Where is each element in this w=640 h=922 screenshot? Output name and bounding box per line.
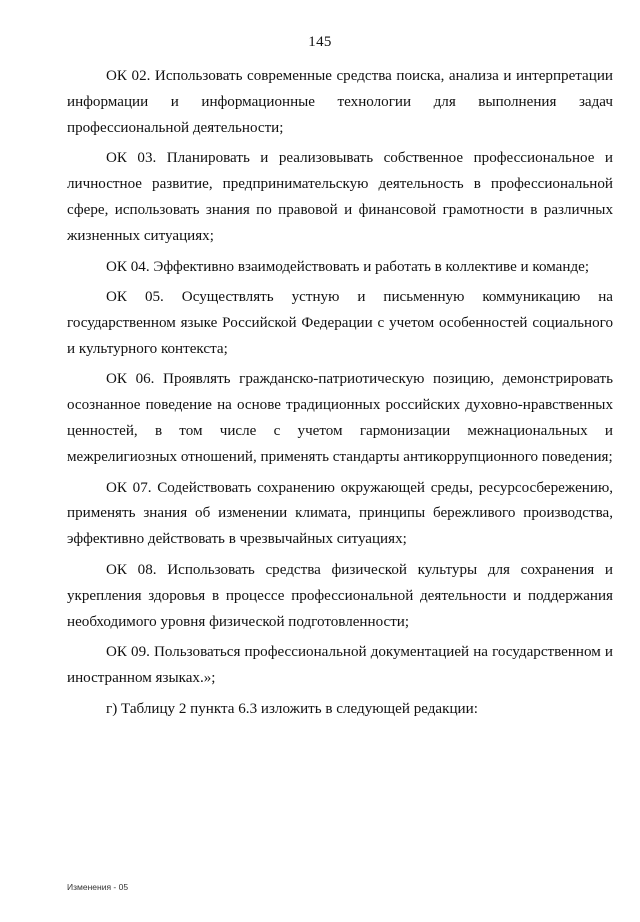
page-number: 145 [308,34,332,50]
paragraph-ok-07: ОК 07. Содействовать сохранению окружающей среды, ресурсосбережению, применять знания об изменении климата, принципы бережливого производства, эффективно действовать в чрезвычайных ситуациях; [67,479,613,548]
paragraph-ok-06: ОК 06. Проявлять гражданско-патриотическую позицию, демонстрировать осознанное поведение на основе традиционных российских духовно-нравственных ценностей, в том числе с учетом гармонизации межнациональных и межрелигиозных отношений, применять стандарты антикоррупционного поведения; [67,371,613,466]
paragraph-ok-09: ОК 09. Пользоваться профессиональной документацией на государственном и иностранном языках.»; [67,644,613,687]
paragraph-ok-05: ОК 05. Осуществлять устную и письменную коммуникацию на государственном языке Российской Федерации с учетом особенностей социального и культурного контекста; [67,289,613,357]
paragraph-table-instruction: г) Таблицу 2 пункта 6.3 изложить в следующей редакции: [106,700,478,717]
document-body [67,64,613,727]
paragraph-ok-02: ОК 02. Использовать современные средства поиска, анализа и интерпретации информации и информационные технологии для выполнения задач профессиональной деятельности; [67,68,613,136]
footer-note: Изменения - 05 [67,882,129,892]
paragraph-ok-04: ОК 04. Эффективно взаимодействовать и работать в коллективе и команде; [106,258,590,275]
paragraph-ok-08: ОК 08. Использовать средства физической культуры для сохранения и укрепления здоровья в процессе профессиональной деятельности и поддержания необходимого уровня физической подготовленности; [67,561,613,630]
paragraph-ok-03: ОК 03. Планировать и реализовывать собственное профессиональное и личностное развитие, предпринимательскую деятельность в профессиональной сфере, использовать знания по правовой и финансовой грамотности в различных жизненных ситуациях; [67,150,613,245]
